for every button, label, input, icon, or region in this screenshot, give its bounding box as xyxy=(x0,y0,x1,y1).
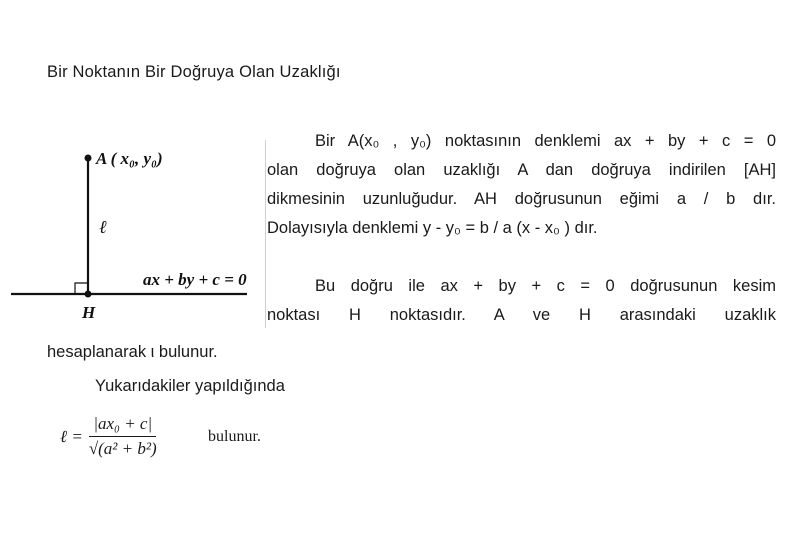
page-title: Bir Noktanın Bir Doğruya Olan Uzaklığı xyxy=(47,63,341,81)
distance-figure xyxy=(3,140,265,330)
paragraph-1-line-1: Bir A(x₀ , y₀) noktasının denklemi ax + by + c = 0 xyxy=(315,132,776,150)
formula-fraction xyxy=(89,414,157,459)
distance-formula xyxy=(60,414,157,459)
point-a xyxy=(85,155,92,162)
ell-label: ℓ xyxy=(99,217,107,237)
point-h xyxy=(85,291,92,298)
paragraph-2-line-2: noktası H noktasıdır. A ve H arasındaki uzaklık xyxy=(267,306,776,324)
formula-suffix: bulunur. xyxy=(208,428,261,445)
formula-numerator: |ax₀ + c| xyxy=(89,414,156,437)
formula-intro: Yukarıdakiler yapıldığında xyxy=(95,377,285,395)
paragraph-2-line-1: Bu doğru ile ax + by + c = 0 doğrusunun kesim xyxy=(315,277,776,295)
figure-divider xyxy=(265,140,266,328)
line-label: ax + by + c = 0 xyxy=(143,270,247,289)
formula-lhs: ℓ = xyxy=(60,426,83,446)
figure-drawing xyxy=(3,140,265,330)
point-a-label: A ( x₀, y₀) xyxy=(96,149,163,168)
paragraph-1 xyxy=(267,127,776,243)
paragraph-1-line-2: olan doğruya olan uzaklığı A dan doğruya indirilen [AH] xyxy=(267,161,776,179)
paragraph-1-line-3: dikmesinin uzunluğudur. AH doğrusunun eğimi a / b dır. xyxy=(267,190,776,208)
point-h-label: H xyxy=(82,303,96,322)
paragraph-2 xyxy=(267,272,776,330)
paragraph-2-tail: hesaplanarak ι bulunur. xyxy=(47,343,218,361)
paragraph-1-line-4: Dolayısıyla denklemi y - y₀ = b / a (x - x₀ ) dır. xyxy=(267,219,598,237)
formula-denominator: √(a² + b²) xyxy=(88,439,157,458)
